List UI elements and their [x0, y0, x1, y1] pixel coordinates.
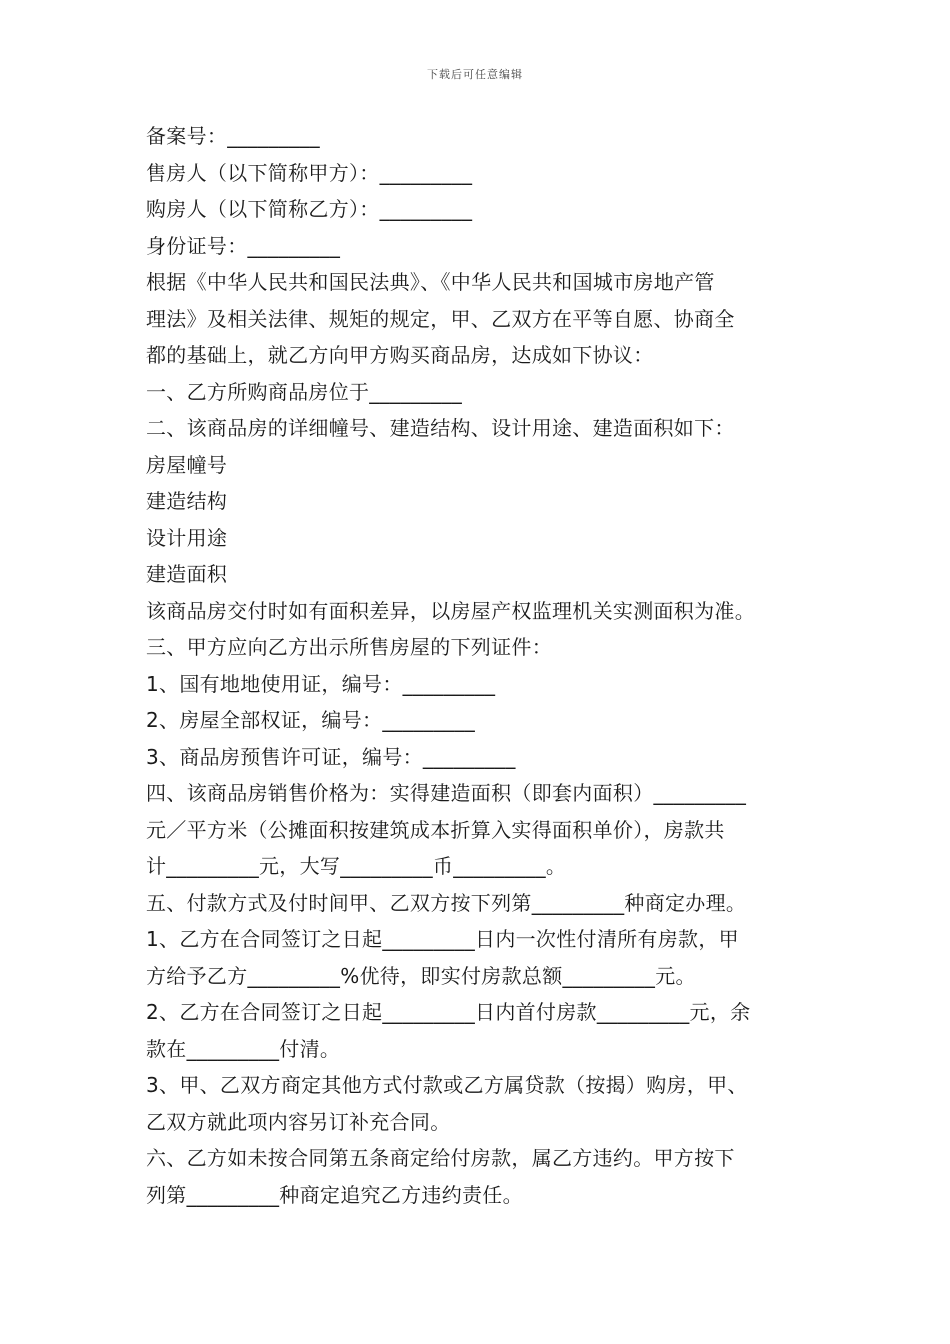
clause-2-line: 二、该商品房的详细幢号、建造结构、设计用途、建造面积如下： [146, 416, 735, 440]
buyer-line: 购房人（以下简称乙方）：_________ [146, 197, 473, 221]
clause-4-line-2: 元／平方米（公摊面积按建筑成本折算入实得面积单价），房款共 [146, 817, 725, 842]
payment-2-line-1: 2、乙方在合同签订之日起_________日内首付房款_________元，余 [146, 1000, 751, 1024]
payment-1-line-2: 方给予乙方_________%优待，即实付房款总额_________元。 [146, 963, 696, 988]
building-area-item: 建造面积 [146, 562, 228, 586]
document-body [146, 118, 810, 1213]
building-number-item: 房屋幢号 [146, 452, 228, 477]
certificate-2-line: 2、房屋全部权证，编号：_________ [146, 708, 476, 732]
certificate-3-line: 3、商品房预售许可证，编号：_________ [146, 744, 516, 769]
clause-4-line-1: 四、该商品房销售价格为：实得建造面积（即套内面积）_________ [146, 781, 747, 805]
preamble-line-2: 理法》及相关法律、规矩的规定，甲、乙双方在平等自愿、协商全 [146, 306, 735, 331]
clause-1-line: 一、乙方所购商品房位于_________ [146, 379, 462, 404]
payment-2-line-2: 款在_________付清。 [146, 1036, 341, 1061]
page-header-note: 下载后可任意编辑 [427, 68, 523, 81]
id-number-line: 身份证号：_________ [146, 233, 341, 258]
clause-4-line-3: 计_________元，大写_________币_________。 [146, 854, 567, 878]
payment-1-line-1: 1、乙方在合同签订之日起_________日内一次性付清所有房款，甲 [146, 927, 739, 951]
seller-line: 售房人（以下简称甲方）：_________ [146, 160, 473, 185]
clause-6-line-1: 六、乙方如未按合同第五条商定给付房款，属乙方违约。甲方按下 [146, 1146, 735, 1170]
area-difference-line: 该商品房交付时如有面积差异，以房屋产权监理机关实测面积为准。 [146, 598, 755, 623]
payment-3-line-2: 乙双方就此项内容另订补充合同。 [146, 1109, 451, 1134]
clause-6-line-2: 列第_________种商定追究乙方违约责任。 [146, 1182, 523, 1207]
preamble-line-3: 都的基础上，就乙方向甲方购买商品房，达成如下协议： [146, 343, 654, 367]
clause-3-line: 三、甲方应向乙方出示所售房屋的下列证件： [146, 635, 552, 659]
design-use-item: 设计用途 [146, 525, 228, 550]
structure-item: 建造结构 [146, 489, 228, 513]
filing-number-line: 备案号：_________ [146, 124, 320, 148]
certificate-1-line: 1、国有地地使用证，编号：_________ [146, 671, 496, 696]
preamble-line-1: 根据《中华人民共和国民法典》、《中华人民共和国城市房地产管 [146, 270, 715, 294]
clause-5-line: 五、付款方式及付时间甲、乙双方按下列第_________种商定办理。 [146, 890, 747, 915]
payment-3-line-1: 3、甲、乙双方商定其他方式付款或乙方属贷款（按揭）购房，甲、 [146, 1073, 748, 1097]
